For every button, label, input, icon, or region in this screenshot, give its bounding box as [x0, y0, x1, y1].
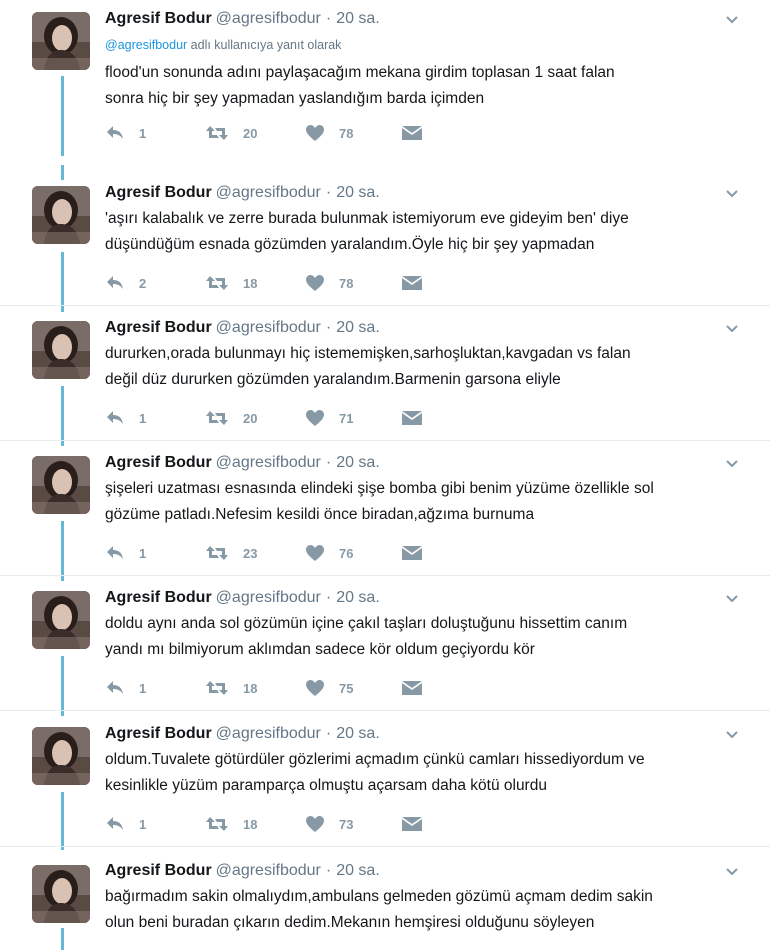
like-count: 75 — [339, 680, 354, 696]
display-name[interactable]: Agresif Bodur — [105, 454, 212, 471]
username[interactable]: @agresifbodur — [215, 454, 321, 471]
username[interactable]: @agresifbodur — [215, 184, 321, 201]
retweet-button[interactable] — [205, 815, 305, 833]
tweet-text: şişeleri uzatması esnasında elindeki şişe bomba gibi benim yüzüme özellikle sol gözüme patladı.Nefesim kesildi önce biradan,ağzıma burnuma — [105, 480, 654, 523]
reply-icon — [105, 815, 125, 833]
thread-line — [61, 165, 64, 180]
reply-count: 1 — [139, 680, 147, 696]
like-button[interactable] — [305, 124, 401, 142]
tweet-actions — [105, 543, 423, 563]
username[interactable]: @agresifbodur — [215, 319, 321, 336]
reply-count: 2 — [139, 275, 147, 291]
reply-count: 1 — [139, 410, 147, 426]
username[interactable]: @agresifbodur — [215, 725, 321, 742]
separator-dot: · — [325, 184, 332, 201]
reply-count: 1 — [139, 816, 147, 832]
chevron-down-icon[interactable] — [724, 456, 740, 472]
heart-icon — [305, 274, 325, 292]
tweet-header — [105, 589, 380, 607]
retweet-count: 20 — [243, 125, 258, 141]
envelope-icon — [401, 544, 423, 562]
tweet-actions — [105, 408, 423, 428]
reply-count: 1 — [139, 545, 147, 561]
tweet-header — [105, 454, 380, 472]
heart-icon — [305, 409, 325, 427]
retweet-button[interactable] — [205, 409, 305, 427]
display-name[interactable]: Agresif Bodur — [105, 10, 212, 27]
avatar[interactable] — [32, 865, 90, 923]
retweet-button[interactable] — [205, 274, 305, 292]
tweet-divider — [0, 710, 770, 711]
tweet-header — [105, 184, 380, 202]
tweet-header — [105, 862, 380, 880]
chevron-down-icon[interactable] — [724, 12, 740, 28]
like-button[interactable] — [305, 815, 401, 833]
like-button[interactable] — [305, 409, 401, 427]
separator-dot: · — [325, 589, 332, 606]
display-name[interactable]: Agresif Bodur — [105, 725, 212, 742]
thread-line — [61, 521, 64, 581]
avatar[interactable] — [32, 591, 90, 649]
timestamp[interactable]: 20 sa. — [336, 454, 380, 471]
envelope-icon — [401, 274, 423, 292]
reply-context — [105, 38, 341, 52]
tweet-divider — [0, 575, 770, 576]
thread-line — [61, 76, 64, 156]
tweet-text: bağırmadım sakin olmalıydım,ambulans gelmeden gözümü açmam dedim sakin olun beni buradan çıkarın dedim.Mekanın hemşiresi olduğunu söyleyen — [105, 888, 653, 931]
tweet-text: oldum.Tuvalete götürdüler gözlerimi açmadım çünkü camları hissediyordum ve kesinlikle yüzüm paramparça olmuştu açarsam daha kötü olurdu — [105, 751, 645, 794]
heart-icon — [305, 815, 325, 833]
reply-button[interactable] — [105, 544, 205, 562]
retweet-icon — [205, 274, 229, 292]
direct-message-button[interactable] — [401, 544, 423, 562]
retweet-count: 18 — [243, 816, 258, 832]
direct-message-button[interactable] — [401, 124, 423, 142]
thread-line — [61, 928, 64, 950]
timestamp[interactable]: 20 sa. — [336, 319, 380, 336]
retweet-button[interactable] — [205, 544, 305, 562]
retweet-icon — [205, 815, 229, 833]
heart-icon — [305, 679, 325, 697]
retweet-button[interactable] — [205, 124, 305, 142]
like-count: 73 — [339, 816, 354, 832]
tweet-actions — [105, 814, 423, 834]
chevron-down-icon[interactable] — [724, 186, 740, 202]
separator-dot: · — [325, 725, 332, 742]
separator-dot: · — [325, 319, 332, 336]
chevron-down-icon[interactable] — [724, 727, 740, 743]
chevron-down-icon[interactable] — [724, 864, 740, 880]
like-count: 78 — [339, 275, 354, 291]
tweet-divider — [0, 305, 770, 306]
avatar[interactable] — [32, 727, 90, 785]
direct-message-button[interactable] — [401, 815, 423, 833]
separator-dot: · — [325, 10, 332, 27]
heart-icon — [305, 544, 325, 562]
thread-line — [61, 252, 64, 312]
chevron-down-icon[interactable] — [724, 591, 740, 607]
username[interactable]: @agresifbodur — [215, 862, 321, 879]
retweet-button[interactable] — [205, 679, 305, 697]
reply-count: 1 — [139, 125, 147, 141]
display-name[interactable]: Agresif Bodur — [105, 319, 212, 336]
tweet-text: dururken,orada bulunmayı hiç istememişken,sarhoşluktan,kavgadan vs falan değil düz dururken gözümden yaralandım.Barmenin garsona eliyle — [105, 345, 631, 388]
display-name[interactable]: Agresif Bodur — [105, 589, 212, 606]
tweet-text: 'aşırı kalabalık ve zerre burada bulunmak istemiyorum eve gideyim ben' diye düşündüğüm esnada gözümden yaralandım.Öyle hiç bir şey yapmadan — [105, 210, 629, 253]
retweet-icon — [205, 124, 229, 142]
timestamp[interactable]: 20 sa. — [336, 10, 380, 27]
thread-line — [61, 792, 64, 850]
reply-button[interactable] — [105, 815, 205, 833]
heart-icon — [305, 124, 325, 142]
direct-message-button[interactable] — [401, 274, 423, 292]
chevron-down-icon[interactable] — [724, 321, 740, 337]
retweet-count: 20 — [243, 410, 258, 426]
direct-message-button[interactable] — [401, 679, 423, 697]
like-button[interactable] — [305, 544, 401, 562]
thread-line — [61, 386, 64, 446]
thread-line — [61, 656, 64, 716]
reply-icon — [105, 409, 125, 427]
timestamp[interactable]: 20 sa. — [336, 589, 380, 606]
retweet-icon — [205, 544, 229, 562]
reply-context-text: adlı kullanıcıya yanıt olarak — [187, 38, 342, 52]
tweet-header — [105, 10, 380, 28]
retweet-count: 18 — [243, 275, 258, 291]
retweet-count: 18 — [243, 680, 258, 696]
tweet-header — [105, 319, 380, 337]
timestamp[interactable]: 20 sa. — [336, 862, 380, 879]
tweet-text: flood'un sonunda adını paylaşacağım mekana girdim toplasan 1 saat falan sonra hiç bir şey yapmadan yaslandığım barda içimden — [105, 64, 615, 107]
like-button[interactable] — [305, 274, 401, 292]
retweet-count: 23 — [243, 545, 258, 561]
avatar[interactable] — [32, 186, 90, 244]
envelope-icon — [401, 409, 423, 427]
tweet-divider — [0, 846, 770, 847]
like-count: 78 — [339, 125, 354, 141]
tweet-actions — [105, 678, 423, 698]
avatar[interactable] — [32, 321, 90, 379]
retweet-icon — [205, 679, 229, 697]
avatar[interactable] — [32, 456, 90, 514]
avatar[interactable] — [32, 12, 90, 70]
envelope-icon — [401, 124, 423, 142]
tweet-actions — [105, 273, 423, 293]
like-count: 71 — [339, 410, 354, 426]
reply-icon — [105, 679, 125, 697]
separator-dot: · — [325, 454, 332, 471]
separator-dot: · — [325, 862, 332, 879]
username[interactable]: @agresifbodur — [215, 10, 321, 27]
like-count: 76 — [339, 545, 354, 561]
timestamp[interactable]: 20 sa. — [336, 184, 380, 201]
like-button[interactable] — [305, 679, 401, 697]
envelope-icon — [401, 815, 423, 833]
timestamp[interactable]: 20 sa. — [336, 725, 380, 742]
envelope-icon — [401, 679, 423, 697]
display-name[interactable]: Agresif Bodur — [105, 862, 212, 879]
tweet-divider — [0, 440, 770, 441]
reply-icon — [105, 274, 125, 292]
tweet-actions — [105, 123, 423, 143]
reply-icon — [105, 124, 125, 142]
reply-button[interactable] — [105, 124, 205, 142]
reply-button[interactable] — [105, 679, 205, 697]
reply-icon — [105, 544, 125, 562]
retweet-icon — [205, 409, 229, 427]
username[interactable]: @agresifbodur — [215, 589, 321, 606]
tweet-text: doldu aynı anda sol gözümün içine çakıl taşları doluştuğunu hissettim canım yandı mı bilmiyorum aklımdan sadece kör oldum geçiyordu kör — [105, 615, 628, 658]
reply-button[interactable] — [105, 274, 205, 292]
reply-mention-link[interactable]: @agresifbodur — [105, 38, 188, 52]
direct-message-button[interactable] — [401, 409, 423, 427]
tweet-header — [105, 725, 380, 743]
display-name[interactable]: Agresif Bodur — [105, 184, 212, 201]
reply-button[interactable] — [105, 409, 205, 427]
